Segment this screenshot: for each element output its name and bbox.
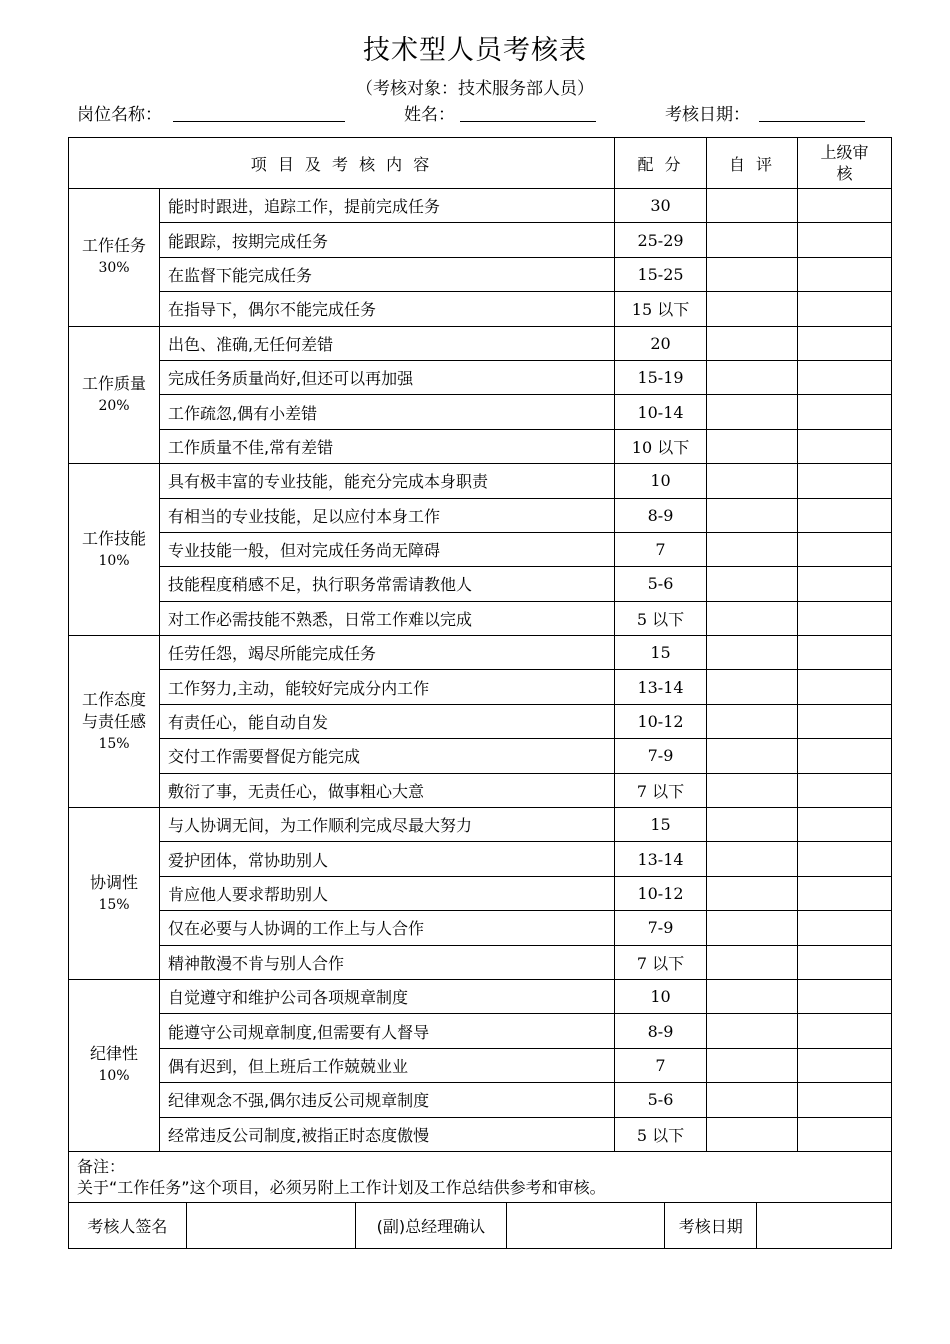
criterion-text: 在监督下能完成任务 (160, 257, 615, 291)
self-eval-cell[interactable] (707, 223, 798, 257)
table-row (69, 1014, 892, 1048)
superior-review-cell[interactable] (798, 808, 892, 842)
criterion-score: 30 (615, 189, 707, 223)
table-row (69, 636, 892, 670)
criterion-score: 7 (615, 1048, 707, 1082)
criterion-text: 纪律观念不强,偶尔违反公司规章制度 (160, 1083, 615, 1117)
self-eval-cell[interactable] (707, 1048, 798, 1082)
table-row (69, 670, 892, 704)
assessment-date-field[interactable] (759, 121, 865, 122)
superior-review-cell[interactable] (798, 911, 892, 945)
criterion-text: 工作疏忽,偶有小差错 (160, 395, 615, 429)
category-cell (69, 808, 160, 980)
self-eval-cell[interactable] (707, 189, 798, 223)
signature-container (69, 1202, 892, 1248)
criterion-text: 能跟踪，按期完成任务 (160, 223, 615, 257)
self-eval-cell[interactable] (707, 808, 798, 842)
self-eval-cell[interactable] (707, 636, 798, 670)
table-row (69, 1083, 892, 1117)
self-eval-cell[interactable] (707, 842, 798, 876)
superior-review-cell[interactable] (798, 601, 892, 635)
table-row (69, 842, 892, 876)
superior-review-cell[interactable] (798, 945, 892, 979)
criterion-text: 任劳任怨，竭尽所能完成任务 (160, 636, 615, 670)
self-eval-cell[interactable] (707, 979, 798, 1013)
table-row (69, 395, 892, 429)
category-cell (69, 326, 160, 464)
form-title: 技术型人员考核表 (363, 35, 587, 66)
footer-date-label: 考核日期 (665, 1203, 757, 1248)
self-eval-cell[interactable] (707, 1014, 798, 1048)
criterion-text: 专业技能一般，但对完成任务尚无障碍 (160, 532, 615, 566)
category-name: 工作任务 (81, 236, 146, 256)
criterion-text: 技能程度稍感不足，执行职务常需请教他人 (160, 567, 615, 601)
criterion-score: 10-12 (615, 704, 707, 738)
criterion-text: 仅在必要与人协调的工作上与人合作 (160, 911, 615, 945)
criterion-score: 10 (615, 979, 707, 1013)
criterion-text: 肯应他人要求帮助别人 (160, 876, 615, 910)
superior-review-cell[interactable] (798, 429, 892, 463)
superior-review-cell[interactable] (798, 257, 892, 291)
table-row (69, 464, 892, 498)
self-eval-cell[interactable] (707, 498, 798, 532)
table-row (69, 601, 892, 635)
table-row (69, 876, 892, 910)
table-header-row (69, 138, 892, 189)
table-row (69, 223, 892, 257)
superior-review-cell[interactable] (798, 1048, 892, 1082)
self-eval-column-header: 自 评 (707, 138, 798, 189)
category-weight: 15% (98, 896, 130, 913)
footer-date-field[interactable] (757, 1203, 891, 1248)
category-name: 协调性 (89, 872, 138, 892)
superior-review-cell[interactable] (798, 326, 892, 360)
table-row (69, 1117, 892, 1151)
self-eval-cell[interactable] (707, 670, 798, 704)
table-row (69, 532, 892, 566)
superior-review-cell[interactable] (798, 189, 892, 223)
category-name: 工作技能 (81, 528, 146, 548)
criterion-score: 5-6 (615, 1083, 707, 1117)
self-eval-cell[interactable] (707, 945, 798, 979)
position-name-label: 岗位名称： (77, 105, 162, 125)
criterion-text: 在指导下，偶尔不能完成任务 (160, 292, 615, 326)
criterion-score: 5 以下 (615, 1117, 707, 1151)
criterion-score: 20 (615, 326, 707, 360)
superior-review-cell[interactable] (798, 532, 892, 566)
criterion-text: 爱护团体，常协助别人 (160, 842, 615, 876)
superior-review-cell[interactable] (798, 360, 892, 394)
name-label: 姓名： (404, 105, 455, 125)
self-eval-cell[interactable] (707, 601, 798, 635)
category-weight: 20% (98, 397, 130, 414)
criterion-text: 完成任务质量尚好,但还可以再加强 (160, 360, 615, 394)
criterion-text: 有责任心，能自动自发 (160, 704, 615, 738)
criterion-score: 13-14 (615, 670, 707, 704)
criterion-score: 10-14 (615, 395, 707, 429)
criterion-text: 经常违反公司制度,被指正时态度傲慢 (160, 1117, 615, 1151)
table-row (69, 1048, 892, 1082)
criterion-text: 出色、准确,无任何差错 (160, 326, 615, 360)
criterion-text: 能遵守公司规章制度,但需要有人督导 (160, 1014, 615, 1048)
remarks-text: 关于“工作任务”这个项目，必须另附上工作计划及工作总结供参考和审核。 (77, 1177, 606, 1197)
superior-review-cell[interactable] (798, 773, 892, 807)
table-row (69, 429, 892, 463)
category-weight: 30% (98, 260, 130, 277)
table-row (69, 360, 892, 394)
criterion-score: 15 (615, 636, 707, 670)
criterion-text: 工作努力,主动，能较好完成分内工作 (160, 670, 615, 704)
self-eval-cell[interactable] (707, 464, 798, 498)
superior-review-cell[interactable] (798, 1083, 892, 1117)
assessor-signature-field[interactable] (186, 1203, 355, 1248)
remarks-cell[interactable] (69, 1151, 892, 1202)
criterion-text: 能时时跟进，追踪工作，提前完成任务 (160, 189, 615, 223)
criterion-score: 7 以下 (615, 945, 707, 979)
self-eval-cell[interactable] (707, 911, 798, 945)
superior-review-cell[interactable] (798, 739, 892, 773)
superior-review-cell[interactable] (798, 464, 892, 498)
table-row (69, 773, 892, 807)
content-column-header: 项 目 及 考 核 内 容 (69, 138, 615, 189)
criterion-score: 10 (615, 464, 707, 498)
self-eval-cell[interactable] (707, 360, 798, 394)
self-eval-cell[interactable] (707, 1083, 798, 1117)
self-eval-cell[interactable] (707, 395, 798, 429)
assessment-table (68, 137, 892, 1249)
self-eval-cell[interactable] (707, 704, 798, 738)
superior-review-cell[interactable] (798, 395, 892, 429)
table-row (69, 257, 892, 291)
category-name: 纪律性 (89, 1044, 138, 1064)
superior-review-cell[interactable] (798, 567, 892, 601)
criterion-text: 具有极丰富的专业技能，能充分完成本身职责 (160, 464, 615, 498)
name-field[interactable] (460, 121, 596, 122)
criterion-score: 8-9 (615, 1014, 707, 1048)
self-eval-cell[interactable] (707, 773, 798, 807)
criterion-text: 敷衍了事，无责任心，做事粗心大意 (160, 773, 615, 807)
table-row (69, 189, 892, 223)
manager-confirm-field[interactable] (507, 1203, 665, 1248)
category-weight: 10% (98, 552, 130, 569)
table-row (69, 292, 892, 326)
self-eval-cell[interactable] (707, 532, 798, 566)
table-row (69, 704, 892, 738)
criterion-score: 15-19 (615, 360, 707, 394)
category-name: 工作态度与责任感 (81, 689, 146, 731)
superior-review-cell[interactable] (798, 636, 892, 670)
category-cell (69, 464, 160, 636)
superior-review-cell[interactable] (798, 498, 892, 532)
superior-review-cell[interactable] (798, 670, 892, 704)
criterion-text: 有相当的专业技能，足以应付本身工作 (160, 498, 615, 532)
table-row (69, 326, 892, 360)
self-eval-cell[interactable] (707, 567, 798, 601)
superior-review-cell[interactable] (798, 223, 892, 257)
criterion-score: 10 以下 (615, 429, 707, 463)
self-eval-cell[interactable] (707, 292, 798, 326)
criterion-text: 精神散漫不肯与别人合作 (160, 945, 615, 979)
category-cell (69, 979, 160, 1151)
category-cell (69, 189, 160, 327)
superior-review-cell[interactable] (798, 876, 892, 910)
position-name-field[interactable] (173, 121, 345, 122)
form-subtitle: （考核对象：技术服务部人员） (356, 79, 594, 99)
criterion-text: 自觉遵守和维护公司各项规章制度 (160, 979, 615, 1013)
superior-review-column-header: 上级审核 (798, 138, 892, 189)
remarks-row (69, 1151, 892, 1202)
superior-review-cell[interactable] (798, 979, 892, 1013)
assessment-date-label: 考核日期： (665, 105, 750, 125)
table-row (69, 567, 892, 601)
criterion-score: 5 以下 (615, 601, 707, 635)
table-row (69, 739, 892, 773)
criterion-score: 7-9 (615, 739, 707, 773)
superior-review-cell[interactable] (798, 1117, 892, 1151)
category-name: 工作质量 (81, 373, 146, 393)
criterion-score: 7 以下 (615, 773, 707, 807)
assessor-signature-label: 考核人签名 (69, 1203, 186, 1248)
criterion-score: 8-9 (615, 498, 707, 532)
category-weight: 15% (98, 735, 130, 752)
criterion-score: 15 (615, 808, 707, 842)
table-row (69, 979, 892, 1013)
self-eval-cell[interactable] (707, 326, 798, 360)
criterion-score: 5-6 (615, 567, 707, 601)
manager-confirm-label: (副)总经理确认 (355, 1203, 506, 1248)
self-eval-cell[interactable] (707, 876, 798, 910)
criterion-score: 25-29 (615, 223, 707, 257)
criterion-score: 7 (615, 532, 707, 566)
criterion-text: 偶有迟到，但上班后工作兢兢业业 (160, 1048, 615, 1082)
table-row (69, 808, 892, 842)
criterion-text: 与人协调无间，为工作顺利完成尽最大努力 (160, 808, 615, 842)
criterion-text: 对工作必需技能不熟悉，日常工作难以完成 (160, 601, 615, 635)
criterion-score: 10-12 (615, 876, 707, 910)
signature-row (69, 1202, 892, 1248)
criterion-score: 15 以下 (615, 292, 707, 326)
self-eval-cell[interactable] (707, 1117, 798, 1151)
criterion-score: 15-25 (615, 257, 707, 291)
criterion-text: 交付工作需要督促方能完成 (160, 739, 615, 773)
superior-review-cell[interactable] (798, 842, 892, 876)
table-row (69, 945, 892, 979)
table-row (69, 498, 892, 532)
superior-review-cell[interactable] (798, 1014, 892, 1048)
category-cell (69, 636, 160, 808)
superior-review-cell[interactable] (798, 704, 892, 738)
score-column-header: 配 分 (615, 138, 707, 189)
superior-review-cell[interactable] (798, 292, 892, 326)
criterion-text: 工作质量不佳,常有差错 (160, 429, 615, 463)
remarks-label: 备注： (77, 1156, 126, 1176)
table-row (69, 911, 892, 945)
signature-table (69, 1203, 891, 1248)
criterion-score: 7-9 (615, 911, 707, 945)
category-weight: 10% (98, 1068, 130, 1085)
self-eval-cell[interactable] (707, 739, 798, 773)
self-eval-cell[interactable] (707, 257, 798, 291)
criterion-score: 13-14 (615, 842, 707, 876)
self-eval-cell[interactable] (707, 429, 798, 463)
